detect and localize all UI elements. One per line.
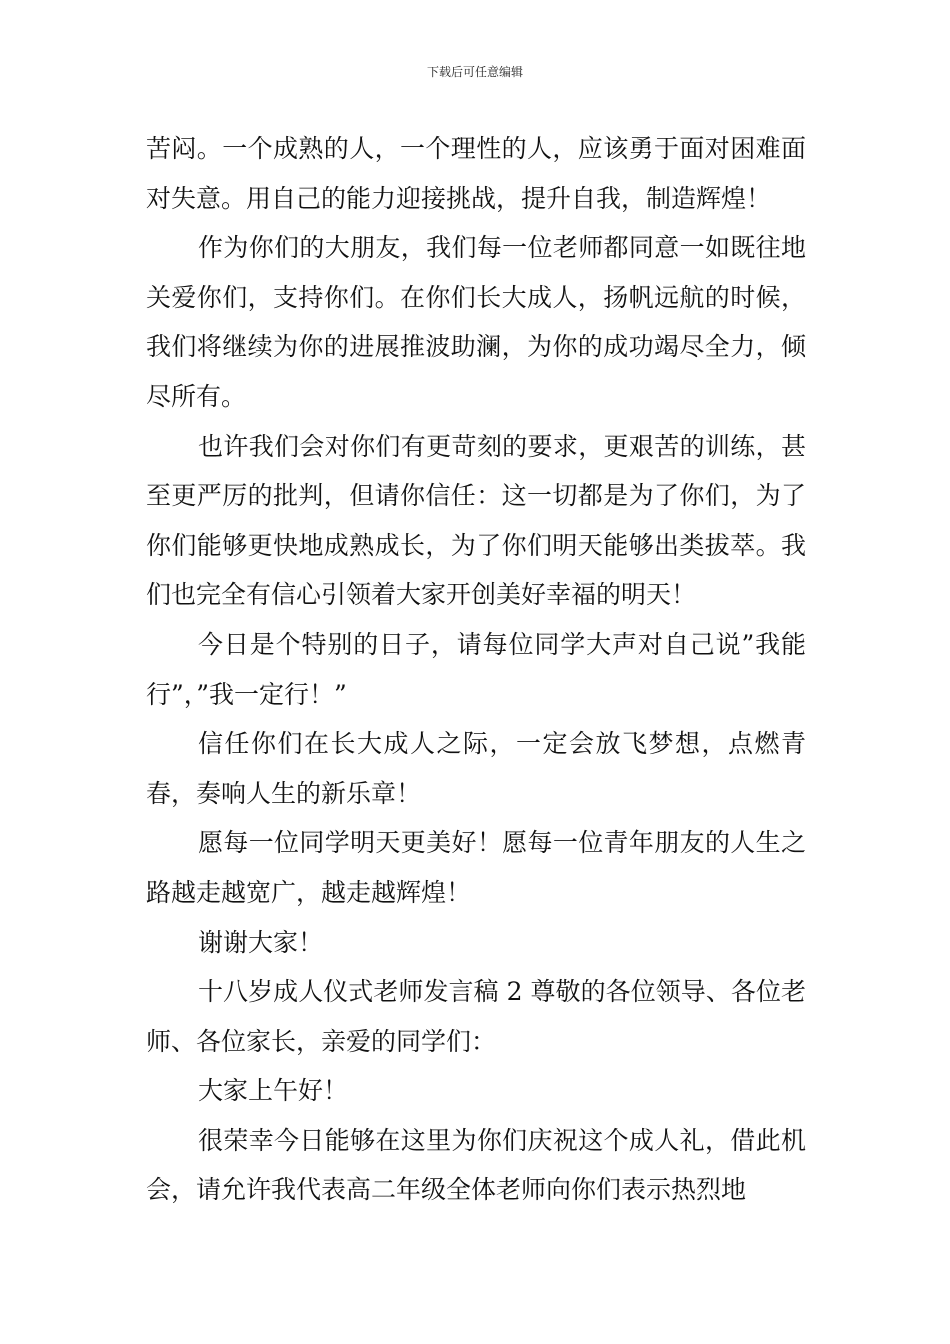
paragraph: 作为你们的大朋友，我们每一位老师都同意一如既往地关爱你们，支持你们。在你们长大成人，扬帆远航的时候，我们将继续为你的进展推波助澜，为你的成功竭尽全力，倾尽所有。 <box>146 233 806 411</box>
paragraph: 苦闷。一个成熟的人，一个理性的人，应该勇于面对困难面对失意。用自己的能力迎接挑战，提升自我，制造辉煌！ <box>146 134 806 213</box>
paragraph: 信任你们在长大成人之际，一定会放飞梦想，点燃青春，奏响人生的新乐章！ <box>146 729 806 808</box>
paragraph: 愿每一位同学明天更美好！愿每一位青年朋友的人生之路越走越宽广，越走越辉煌！ <box>146 828 806 907</box>
paragraph: 也许我们会对你们有更苛刻的要求，更艰苦的训练，甚至更严厉的批判，但请你信任：这一切都是为了你们，为了你们能够更快地成熟成长，为了你们明天能够出类拔萃。我们也完全有信心引领着大家开创美好幸福的明天！ <box>146 431 806 610</box>
paragraph: 十八岁成人仪式老师发言稿 2 尊敬的各位领导、各位老师、各位家长，亲爱的同学们： <box>146 977 806 1056</box>
paragraph: 大家上午好！ <box>198 1076 349 1106</box>
paragraph: 谢谢大家！ <box>198 927 324 957</box>
page-header: 下载后可任意编辑 <box>426 65 523 79</box>
paragraph: 今日是个特别的日子，请每位同学大声对自己说”我能行”，”我一定行！” <box>146 629 806 709</box>
document-body <box>146 124 806 1215</box>
paragraph: 很荣幸今日能够在这里为你们庆祝这个成人礼，借此机会，请允许我代表高二年级全体老师向你们表示热烈地 <box>146 1125 806 1205</box>
